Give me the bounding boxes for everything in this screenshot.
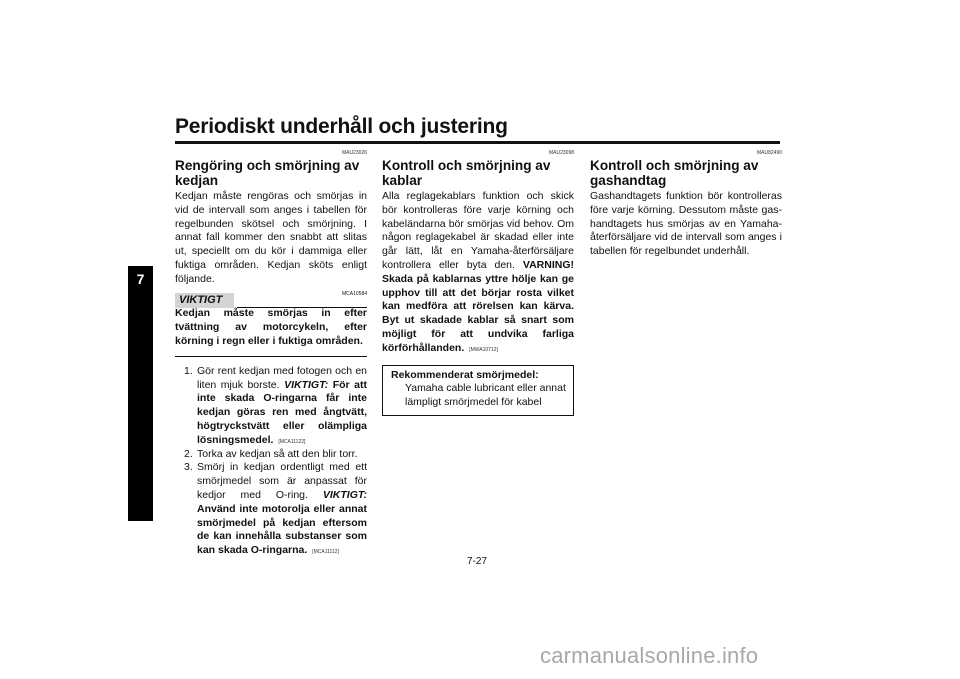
page-title: Periodiskt underhåll och justering: [175, 115, 508, 138]
list-item: [175, 461, 367, 558]
lubricant-label: Rekommenderat smörjmedel:: [391, 368, 539, 381]
list-item: [175, 448, 367, 462]
title-rule: [175, 141, 780, 144]
lubricant-value: Yamaha cable lubricant eller annat lämpligt smörjmedel för kabel: [405, 382, 566, 408]
notice-bottom-rule: [175, 356, 367, 357]
step-code: [MCA11122]: [278, 438, 306, 445]
section-body-chain: Kedjan måste rengöras och smörjas in vid de intervall som anges i tabellen för regelbunden skötsel och smörjning. I annat fall kommer den snabbt att slitas ut, speciellt om du kör i dammiga eller fuktiga områden. Kedjan sköts enligt följande.: [175, 190, 367, 285]
section-heading-chain: Rengöring och smörjning av kedjan: [175, 158, 360, 188]
step-number: 2.: [184, 447, 193, 460]
list-item: [175, 365, 367, 448]
chapter-tab: [128, 266, 153, 521]
watermark: carmanualsonline.info: [540, 643, 759, 668]
step-text: Torka av kedjan så att den blir torr.: [197, 447, 358, 460]
lubricant-box: [382, 365, 574, 417]
step-text: Gör rent kedjan med fotogen och en liten mjuk borste.: [197, 364, 367, 391]
section-heading-cables: Kontroll och smörjning av kablar: [382, 158, 551, 188]
body-text: Alla reglagekablars funktion och skick bör kontrolleras före varje körning och kabeländarna bör smörjas vid behov. Om någon reglagekabel är skadad eller inte går lätt, låt en Yamaha-återförsäljare kontrollera eller byta den.: [382, 190, 574, 271]
steps-list: [175, 365, 367, 558]
column-chain: [175, 150, 367, 558]
chapter-number: 7: [136, 271, 145, 287]
step-code: [MCA11112]: [312, 549, 339, 556]
column-throttle: [590, 150, 782, 259]
step-notice-text: För att inte skada O-ringarna får inte kedjan göras ren med ångtvätt, högtryckstvätt eller olämpliga lösningsmedel.: [197, 378, 367, 446]
step-notice-text: Använd inte motorolja eller annat smörjmedel på kedjan eftersom de kan innehålla substanser som kan skada O-ringarna.: [197, 502, 367, 557]
section-code: MAU82490: [756, 150, 782, 156]
step-number: 3.: [184, 461, 193, 474]
step-text: Smörj in kedjan ordentligt med ett smörjmedel som är anpassat för kedjor med O-ring.: [197, 461, 367, 501]
step-notice-label: VIKTIGT:: [284, 378, 329, 391]
page-number: 7-27: [467, 556, 488, 567]
section-code: MAU23098: [548, 150, 574, 156]
section-heading-throttle: Kontroll och smörjning av gashandtag: [590, 158, 759, 188]
notice-text: Kedjan måste smörjas in efter tvättning av motorcykeln, efter körning i regn eller i fuktiga områden.: [175, 307, 367, 347]
notice-label: VIKTIGT: [175, 293, 234, 308]
column-cables: [382, 150, 574, 416]
step-notice-label: VIKTIGT:: [322, 488, 368, 501]
section-body-throttle: Gashandtagets funktion bör kontrolleras före varje körning. Dessutom måste gashandtagets hus smörjas av en Yamaha-återförsäljare vid de intervall som anges i tabellen för regelbundet underhåll.: [590, 190, 782, 258]
step-number: 1.: [184, 364, 193, 377]
section-code: MAU23026: [341, 150, 367, 156]
notice-code: MCA10584: [341, 290, 367, 297]
warning-text: VARNING! Skada på kablarnas yttre hölje kan ge upphov till att det börjar rosta vilket kan medföra att rörelsen kan kärva. Byt ut skadade kablar så snart som möjligt för att undvika farliga körförhållanden.: [382, 258, 575, 354]
warning-code: [MWA10712]: [469, 346, 498, 353]
section-body-cables: [382, 190, 574, 356]
